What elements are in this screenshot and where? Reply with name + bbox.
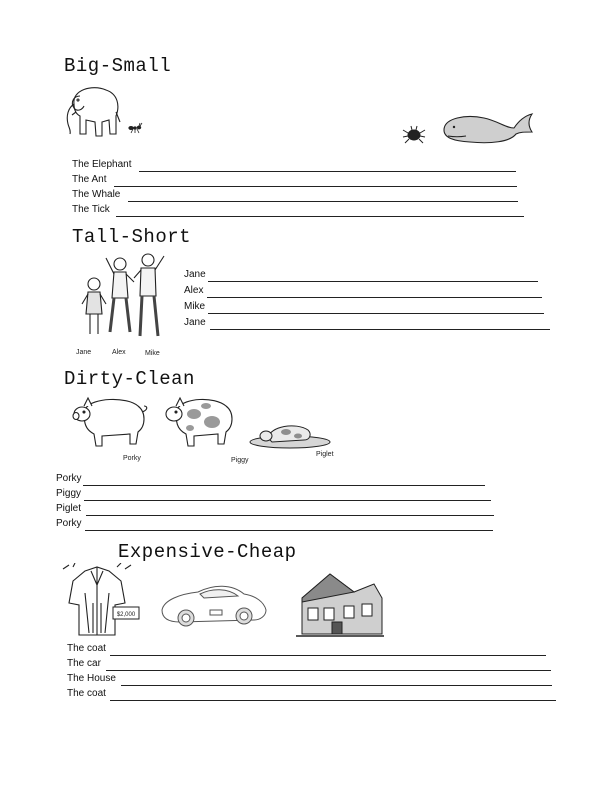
section-heading-expensive-cheap: Expensive-Cheap: [118, 541, 297, 563]
answer-line-whale[interactable]: [72, 189, 518, 203]
answer-rule: [84, 500, 491, 501]
answer-line-label: Porky: [56, 518, 82, 529]
answer-line-elephant[interactable]: [72, 159, 516, 173]
elephant-illustration: [62, 82, 124, 142]
house-illustration: [294, 568, 386, 642]
caption-piggy: Piggy: [231, 457, 249, 464]
answer-rule: [208, 313, 544, 314]
answer-line-label: Porky: [56, 473, 82, 484]
answer-line-label: The Tick: [72, 204, 110, 215]
caption-piglet: Piglet: [316, 451, 334, 458]
whale-illustration: [440, 110, 536, 148]
answer-rule: [85, 530, 493, 531]
tick-illustration: [402, 124, 426, 144]
coat-illustration: [55, 563, 143, 639]
sports-car-illustration: [158, 576, 270, 634]
answer-line-piglet[interactable]: [56, 503, 494, 517]
answer-line-label: The coat: [67, 643, 106, 654]
answer-line-car[interactable]: [67, 658, 551, 672]
answer-line-label: The car: [67, 658, 101, 669]
price-tag-text: $2,000: [116, 612, 136, 618]
answer-line-label: The House: [67, 673, 116, 684]
answer-line-coat[interactable]: [67, 643, 546, 657]
children-illustration: [76, 252, 168, 344]
answer-line-label: The Ant: [72, 174, 107, 185]
pig-piglet-illustration: [246, 416, 334, 450]
answer-rule: [106, 670, 551, 671]
answer-rule: [86, 515, 494, 516]
pig-piggy-illustration: [164, 392, 238, 448]
answer-line-jane-2[interactable]: [184, 317, 550, 331]
answer-line-label: The Whale: [72, 189, 121, 200]
caption-jane: Jane: [76, 349, 92, 356]
answer-rule: [114, 186, 517, 187]
answer-line-jane[interactable]: [184, 269, 538, 283]
answer-rule: [139, 171, 516, 172]
answer-line-label: Alex: [184, 285, 204, 296]
answer-line-label: Jane: [184, 269, 206, 280]
answer-line-label: The Elephant: [72, 159, 132, 170]
answer-line-label: Mike: [184, 301, 206, 312]
answer-line-ant[interactable]: [72, 174, 517, 188]
answer-line-mike[interactable]: [184, 301, 544, 315]
answer-rule: [110, 700, 556, 701]
caption-porky: Porky: [123, 455, 141, 462]
answer-line-label: Jane: [184, 317, 206, 328]
answer-rule: [116, 216, 524, 217]
answer-line-piggy[interactable]: [56, 488, 491, 502]
answer-line-label: Piggy: [56, 488, 82, 499]
answer-rule: [110, 655, 546, 656]
section-heading-dirty-clean: Dirty-Clean: [64, 368, 195, 390]
section-heading-tall-short: Tall-Short: [72, 226, 192, 248]
answer-line-house[interactable]: [67, 673, 552, 687]
answer-line-label: Piglet: [56, 503, 82, 514]
answer-rule: [128, 201, 518, 202]
answer-rule: [207, 297, 542, 298]
answer-rule: [208, 281, 538, 282]
answer-line-label: The coat: [67, 688, 106, 699]
pig-porky-illustration: [72, 392, 150, 448]
answer-rule: [121, 685, 552, 686]
answer-line-alex[interactable]: [184, 285, 542, 299]
caption-mike: Mike: [145, 350, 160, 357]
answer-line-coat-2[interactable]: [67, 688, 556, 702]
caption-alex: Alex: [112, 349, 126, 356]
answer-rule: [83, 485, 485, 486]
answer-line-porky[interactable]: [56, 473, 485, 487]
section-heading-big-small: Big-Small: [64, 55, 172, 77]
answer-line-tick[interactable]: [72, 204, 524, 218]
answer-line-porky-2[interactable]: [56, 518, 493, 532]
ant-illustration: [127, 122, 143, 134]
answer-rule: [210, 329, 550, 330]
